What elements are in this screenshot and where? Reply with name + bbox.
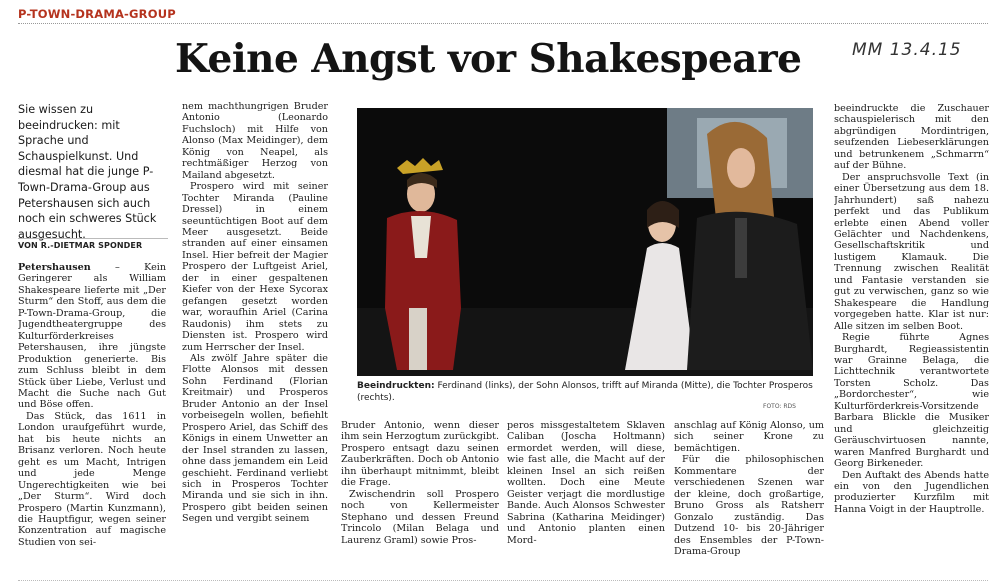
article-paragraph: Zwischendrin soll Prospero noch von Kellermeister Stephano und dessen Freund Trincolo (Milan Belaga und Laurenz Graml) sowie Pros-	[341, 488, 499, 546]
article-paragraph: Bruder Antonio, wenn dieser ihm sein Herzogtum zurückgibt. Prospero entsagt dazu seinen Zauberkräften. Doch ob Antonio ihn überhaupt mitnimmt, bleibt die Frage.	[341, 420, 499, 489]
article-paragraph: nem machthungrigen Bruder Antonio (Leonardo Fuchsloch) mit Hilfe von Alonso (Max Meidinger), dem König von Neapel, als rechtmäßiger Herzog von Mailand abgesetzt.	[182, 101, 328, 181]
article-column-4	[507, 420, 665, 580]
headline: Keine Angst vor Shakespeare	[175, 36, 802, 82]
bottom-rule	[18, 580, 988, 581]
article-column-5	[674, 420, 824, 580]
article-column-1	[18, 262, 166, 580]
photo-caption	[357, 380, 813, 404]
handwritten-date-note: MM 13.4.15	[852, 40, 962, 60]
byline: VON R.-DIETMAR SPONDER	[18, 238, 168, 250]
article-column-6	[834, 103, 989, 580]
article-paragraph	[18, 262, 166, 411]
stage-photo	[357, 108, 813, 376]
article-paragraph: beeindruckte die Zuschauer schauspielerisch mit den abgründigen Mordintrigen, seufzenden Liebeserklärungen und betrunkenem „Schmarrn“ auf der Bühne.	[834, 103, 989, 172]
article-paragraph: anschlag auf König Alonso, um sich seiner Krone zu bemächtigen.	[674, 420, 824, 454]
article-paragraph: Für die philosophischen Kommentare der verschiedenen Szenen war der kleine, doch großartige, Bruno Gross als Ratsherr Gonzalo zuständig. Das Dutzend 10- bis 20-Jähriger des Ensembles der P-Town-Drama-Group	[674, 454, 824, 557]
article-paragraph: Der anspruchsvolle Text (in einer Übersetzung aus dem 18. Jahrhundert) saß nahezu perfekt und das Publikum erlebte einen Abend voller Gelächter und Nachdenkens, Gesellschaftskritik und lustigem Klamauk. Die Trennung zwischen Realität und Fantasie verstanden sie gut zu verwischen, ganz so wie Shakespeare die Handlung vorgegeben hatte. Klar ist nur: Alle sitzen im selben Boot.	[834, 171, 989, 332]
article-paragraph: peros missgestaltetem Sklaven Caliban (Joscha Holtmann) ermordet werden, will diese, wie fast alle, die Macht auf der kleinen Insel an sich reißen wollten. Doch eine Meute Geister verjagt die mordlustige Bande. Auch Alonsos Schwester Sabrina (Katharina Meidinger) und Antonio planten einen Mord-	[507, 420, 665, 546]
photo-credit: FOTO: RDS	[763, 403, 796, 410]
article-paragraph: Das Stück, das 1611 in London uraufgeführt wurde, hat bis heute nichts an Brisanz verloren. Noch heute geht es um Macht, Intrigen und jede Menge Ungerechtigkeiten wie bei „Der Sturm“. Wird doch Prospero (Martin Kunzmann), die Hauptfigur, wegen seiner Konzentration auf magische Studien von sei-	[18, 410, 166, 548]
article-paragraph: Als zwölf Jahre später die Flotte Alonsos mit dessen Sohn Ferdinand (Florian Kreitmair) und Prosperos Bruder Antonio an der Insel vorbeisegeln wollen, befiehlt Prospero Ariel, das Schiff des Königs in einem Unwetter an der Insel stranden zu lassen, ohne dass jemandem ein Leid geschieht. Ferdinand verliebt sich in Prosperos Tochter Miranda und sie sich in ihn. Prospero gibt beiden seinen Segen und vergibt seinem	[182, 352, 328, 525]
article-paragraph: Prospero wird mit seiner Tochter Miranda (Pauline Dressel) in einem seeuntüchtigen Boot auf dem Meer ausgesetzt. Beide stranden auf einer einsamen Insel. Hier befreit der Magier Prospero der Luftgeist Ariel, der in einer gespaltenen Kiefer von der Hexe Sycorax gefangen gesetzt worden war, woraufhin Ariel (Carina Raudonis) ihm stets zu Diensten ist. Prospero wird zum Herrscher der Insel.	[182, 181, 328, 353]
article-column-3	[341, 420, 499, 580]
article-paragraph: Den Auftakt des Abends hatte ein von den Jugendlichen produzierter Kurzfilm mit Hanna Voigt in der Hauptrolle.	[834, 469, 989, 515]
article-paragraph: Regie führte Agnes Burghardt, Regieassistentin war Grainne Belaga, die Lichttechnik verantwortete Torsten Scholz. Das „Bordorchester“, wie Kulturförderkreis-Vorsitzende Barbara Blickle die Musiker und gleichzeitig Geräuschvirtuosen nannte, waren Manfred Burghardt und Georg Birkeneder.	[834, 332, 989, 470]
teaser-text: Sie wissen zu beeindrucken: mit Sprache und Schauspielkunst. Und diesmal hat die junge P-Town-Drama-Group aus Petershausen sich auch noch ein schweres Stück ausgesucht.	[18, 103, 157, 241]
caption-lead: Beeindruckten:	[357, 381, 435, 391]
top-rule	[18, 23, 988, 24]
article-column-2	[182, 101, 328, 580]
section-kicker: P-TOWN-DRAMA-GROUP	[18, 7, 176, 21]
stage-photo-illustration	[357, 108, 813, 376]
paragraph-text: – Kein Geringerer als William Shakespeare lieferte mit „Der Sturm“ den Stoff, aus dem die P-Town-Drama-Group, die Jugendtheatergruppe des Kulturförderkreises Petershausen, ihre jüngste Produktion generierte. Bis zum Schluss bleibt in dem Stück über Liebe, Verlust und Macht die Suche nach Gut und Böse offen.	[18, 262, 166, 411]
dateline: Petershausen	[18, 262, 91, 273]
caption-text: Ferdinand (links), der Sohn Alonsos, trifft auf Miranda (Mitte), die Tochter Prosperos (rechts).	[357, 381, 813, 403]
